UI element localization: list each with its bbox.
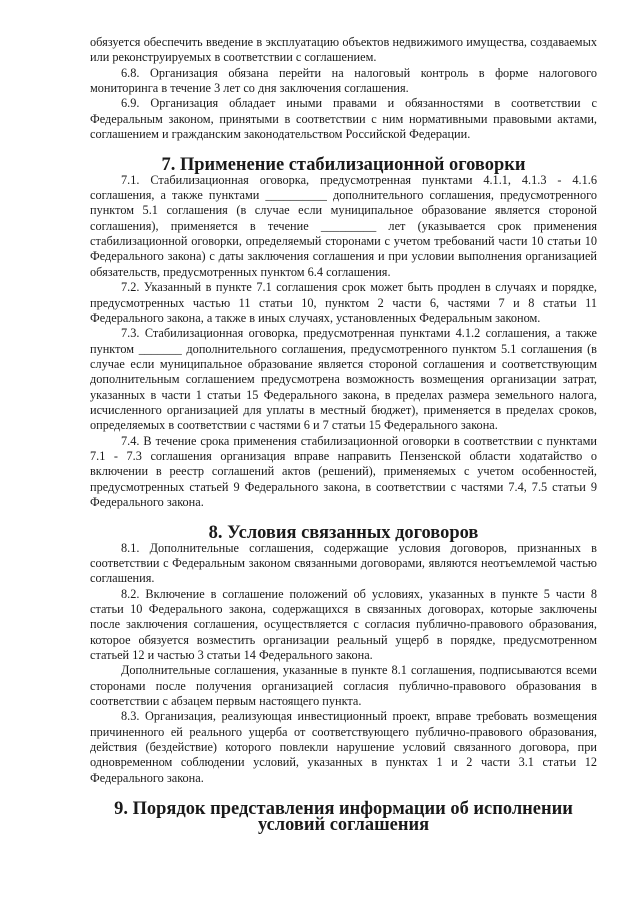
section-9-heading: 9. Порядок представления информации об исполнении условий соглашения [114,798,573,834]
paragraph-8-3: 8.3. Организация, реализующая инвестиционный проект, вправе требовать возмещения причиненного ей реального ущерба от соответствующего публично-правового образования, действия (бездействие) которого повлекли нарушение условий связанного договора, при одновременном соблюдении условий, указанных в пунктах 1 и 2 части 3.1 статьи 12 Федерального закона. [90,709,597,785]
paragraph-6-7-continuation: обязуется обеспечить введение в эксплуатацию объектов недвижимого имущества, создаваемых или реконструируемых в соответствии с соглашением. [90,35,597,65]
section-7-heading: 7. Применение стабилизационной оговорки [161,154,526,175]
paragraph-8-2-second: Дополнительные соглашения, указанные в пункте 8.1 соглашения, подписываются всеми сторонами после получения организацией согласия публично-правового образования в соответствии с абзацем первым настоящего пункта. [90,663,597,709]
paragraph-7-1: 7.1. Стабилизационная оговорка, предусмотренная пунктами 4.1.1, 4.1.3 - 4.1.6 соглашения, а также пунктами __________ дополнительного соглашения, предусмотренного пунктом 5.1 соглашения (в случае если муниципальное образование является стороной соглашения), применяется в течение _________ лет (указывается срок применения стабилизационной оговорки, определяемый сторонами с учетом требований части 10 статьи 10 Федерального закона) с даты заключения соглашения и при условии выполнения организацией обязательств, предусмотренных пунктом 6.4 соглашения. [90,172,597,279]
section-8-heading: 8. Условия связанных договоров [208,522,479,543]
paragraph-7-4: 7.4. В течение срока применения стабилизационной оговорки в соответствии с пунктами 7.1 - 7.3 соглашения организация вправе направить Пензенской области ходатайство о включении в реестр соглашений актов (решений), применяемых с учетом особенностей, предусмотренных статьей 9 Федерального закона, в соответствии с частями 7.4, 7.5 статьи 9 Федерального закона. [90,433,597,509]
paragraph-6-8: 6.8. Организация обязана перейти на налоговый контроль в форме налогового мониторинга в течение 3 лет со дня заключения соглашения. [90,65,597,96]
paragraph-8-2: 8.2. Включение в соглашение положений об условиях, указанных в пункте 5 части 8 статьи 10 Федерального закона, содержащихся в связанных договорах, которые заключены после заключения соглашения, осуществляется с согласия публично-правового образования, которое обязуется возместить организации реальный ущерб в порядке, предусмотренном статьей 12 и частью 3 статьи 14 Федерального закона. [90,586,597,663]
paragraph-7-3: 7.3. Стабилизационная оговорка, предусмотренная пунктами 4.1.2 соглашения, а также пунктом _______ дополнительного соглашения, предусмотренного пунктом 5.1 соглашения (в случае если муниципальное образование является стороной соглашения и соответствующим дополнительным соглашением предусмотрена возможность возмещения организации затрат, указанных в части 1 статьи 15 Федерального закона, в пределах размера земельного налога, исчисленного организацией для уплаты в местный бюджет), применяется в пределах сроков, определяемых в соответствии с частями 6 и 7 статьи 15 Федерального закона. [90,326,597,433]
paragraph-6-9: 6.9. Организация обладает иными правами и обязанностями в соответствии с Федеральным законом, принятыми в соответствии с ним нормативными правовыми актами, соглашением и гражданским законодательством Российской Федерации. [90,96,597,142]
document-body [90,35,597,832]
paragraph-8-1: 8.1. Дополнительные соглашения, содержащие условия договоров, признанных в соответствии с Федеральным законом связанными договорами, являются неотъемлемой частью соглашения. [90,540,597,586]
paragraph-7-2: 7.2. Указанный в пункте 7.1 соглашения срок может быть продлен в случаях и порядке, предусмотренных частью 11 статьи 10, пунктом 2 части 6, частями 7 и 8 статьи 11 Федерального закона, а также в иных случаях, установленных Федеральным законом. [90,280,597,325]
